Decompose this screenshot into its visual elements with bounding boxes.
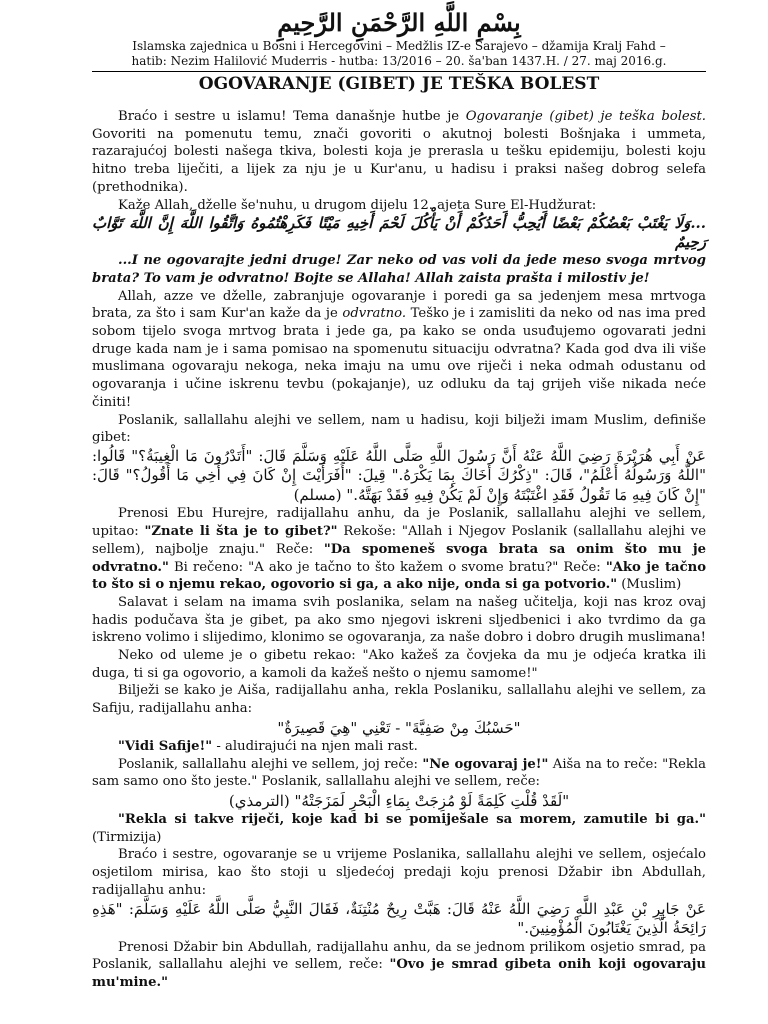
paragraph-sea-translation: "Rekla si takve riječi, koje kad bi se pomiješale sa morem, zamutile bi ga." (Tirmizija) — [92, 812, 706, 845]
paragraph-ne-ogovaraj: Poslanik, sallallahu alejhi ve sellem, joj reče: "Ne ogovaraj je!" Aiša na to reče: "Rekla sam samo ono što jeste." Poslanik, sallallahu alejhi ve sellem, reče: — [92, 756, 706, 790]
header-line-organization: Islamska zajednica u Bosni i Hercegovini – Medžlis IZ-e Sarajevo – džamija Kralj Fahd – — [132, 39, 666, 53]
paragraph-intro: Braćo i sestre u islamu! Tema današnje hutbe je Ogovaranje (gibet) je teška bolest. Govoriti na pomenutu temu, znači govoriti o akutnoj bolesti Bošnjaka i ummeta, razarajućoj bolesti našega tkiva, bolesti koja je prerasla u tešku epidemiju, bolesti koju hitno treba liječiti, a lijek za nju je u Kur'anu, u hadisu i praksi našeg dobrog selefa (prethodnika). — [92, 109, 706, 195]
paragraph-salavat: Salavat i selam na imama svih poslanika, selam na našeg učitelja, koji nas kroz ovaj hadis podučava šta je gibet, pa ako smo njegovi iskreni sljedbenici i ako tvrdimo da ga iskreno volimo i slijedimo, klonimo se ogovaranja, za naše dobro i dobro drugih muslimana! — [92, 594, 706, 646]
paragraph-aisha: Bilježi se kako je Aiša, radijallahu anha, rekla Poslaniku, sallallahu alejhi ve sellem, za Safiju, radijallahu anha: — [92, 683, 706, 717]
hadith-arabic-gibet: عَنْ أَبِي هُرَيْرَةَ رَضِيَ اللَّهُ عَنْهُ أَنَّ رَسُولَ اللَّهِ صَلَّى اللَّهُ عَلَيْهِ وَسَلَّمَ قَالَ: "أَتَدْرُونَ مَا الْغِيبَةُ؟" قَالُوا: "اللَّهُ وَرَسُولُهُ أَعْلَمُ"، قَالَ: "ذِكْرُكَ أَخَاكَ بِمَا يَكْرَهُ." قِيلَ: "أَفَرَأَيْتَ إِنْ كَانَ فِي أَخِي مَا أَقُولُ؟" قَالَ: "إِنْ كَانَ فِيهِ مَا تَقُولُ فَقَدِ اغْتَبْتَهُ وَإِنْ لَمْ يَكُنْ فِيهِ فَقَدْ بَهَتَّهُ." (مسلم) — [92, 446, 706, 504]
header-line-hatib: hatib: Nezim Halilović Muderris - hutba: 13/2016 – 20. ša'ban 1437.H. / 27. maj 2016.g. — [131, 54, 667, 68]
arabic-safiya: "حَسْبُكَ مِنْ صَفِيَّةَ" - تَعْنِي "هِيَ قَصِيرَةٌ" — [277, 718, 521, 737]
paragraph-hadith-intro: Poslanik, sallallahu alejhi ve sellem, nam u hadisu, koji bilježi imam Muslim, definiše gibet: — [92, 412, 706, 446]
header-divider — [92, 71, 706, 72]
paragraph-ulema-quote: Neko od uleme je o gibetu rekao: "Ako kažeš za čovjeka da mu je odjeća kratka ili duga, ti si ga ogovorio, a kamoli da kažeš nešto o njemu samome!" — [92, 648, 706, 681]
hadith-arabic-smell: عَنْ جَابِرِ بْنِ عَبْدِ اللَّهِ رَضِيَ اللَّهُ عَنْهُ قَالَ: هَبَّتْ رِيحٌ مُنْتِنَةٌ، فَقَالَ النَّبِيُّ صَلَّى اللَّهُ عَلَيْهِ وَسَلَّمَ: "هَذِهِ رَائِحَةُ الَّذِينَ يَغْتَابُونَ الْمُؤْمِنِينَ." — [92, 899, 706, 938]
arabic-sea-hadith: "لَقَدْ قُلْتِ كَلِمَةً لَوْ مُزِجَتْ بِمَاءِ الْبَحْرِ لَمَزَجَتْهُ" (الترمذي) — [228, 792, 570, 810]
quran-ayah-arabic: ...وَلَا يَغْتَبْ بَعْضُكُمْ بَعْضًا أَيُحِبُّ أَحَدُكُمْ أَنْ يَأْكُلَ لَحْمَ أَخِيهِ مَيْتًا فَكَرِهْتُمُوهُ وَاتَّقُوا اللَّهَ إِنَّ اللَّهَ تَوَّابٌ رَحِيمٌ — [92, 214, 706, 252]
page-title: OGOVARANJE (GIBET) JE TEŠKA BOLEST — [198, 74, 600, 94]
paragraph-quran-intro: Kaže Allah, dželle še'nuhu, u drugom dijelu 12. ajeta Sure El-Hudžurat: — [118, 197, 597, 213]
basmala: بِسْمِ اللَّهِ الرَّحْمَنِ الرَّحِيمِ — [277, 8, 521, 37]
paragraph-prohibition: Allah, azze ve dželle, zabranjuje ogovaranje i poredi ga sa jedenjem mesa mrtvoga brata, za što i sam Kur'an kaže da je odvratno. Teško je i zamisliti da neko od nas ima pred sobom tijelo svoga mrtvog brata i jede ga, pa kako se onda usuđujemo ogovarati jedni druge kada nam je i sama pomisao na spomenutu situaciju odvratna? Kada god dva ili više muslimana ogovaraju nekoga, neka imaju na umu ove riječi i neka odmah odustanu od ogovaranja i učine iskrenu tevbu (pokajanje), uz odluku da taj grijeh više nikada neće činiti! — [92, 288, 706, 410]
paragraph-smell: Braćo i sestre, ogovaranje se u vrijeme Poslanika, sallallahu alejhi ve sellem, osjećalo osjetilom mirisa, kao što stoji u sljedećoj predaji koju prenosi Džabir ibn Abdullah, radijallahu anhu: — [92, 847, 706, 898]
paragraph-vidi-safije: "Vidi Safije!" - aludirajući na njen mali rast. — [118, 738, 418, 754]
quran-ayah-translation: ...I ne ogovarajte jedni druge! Zar neko od vas voli da jede meso svoga mrtvog brata? To vam je odvratno! Bojte se Allaha! Allah zaista prašta i milostiv je! — [92, 253, 706, 286]
paragraph-hadith-translation: Prenosi Ebu Hurejre, radijallahu anhu, da je Poslanik, sallallahu alejhi ve sellem, upitao: "Znate li šta je to gibet?" Rekoše: "Allah i Njegov Poslanik (sallallahu alejhi ve sellem), najbolje znaju." Reče: "Da spomeneš svoga brata sa onim što mu je odvratno." Bi rečeno: "A ako je tačno to što kažem o svome bratu?" Reče: "Ako je tačno to što si o njemu rekao, ogovorio si ga, a ako nije, onda si ga potvorio." (Muslim) — [92, 506, 707, 593]
paragraph-smell-translation: Prenosi Džabir bin Abdullah, radijallahu anhu, da se jednom prilikom osjetio smrad, pa Poslanik, sallallahu alejhi ve sellem, reče: "Ovo je smrad gibeta onih koji ogovaraju mu'mine." — [92, 939, 706, 990]
